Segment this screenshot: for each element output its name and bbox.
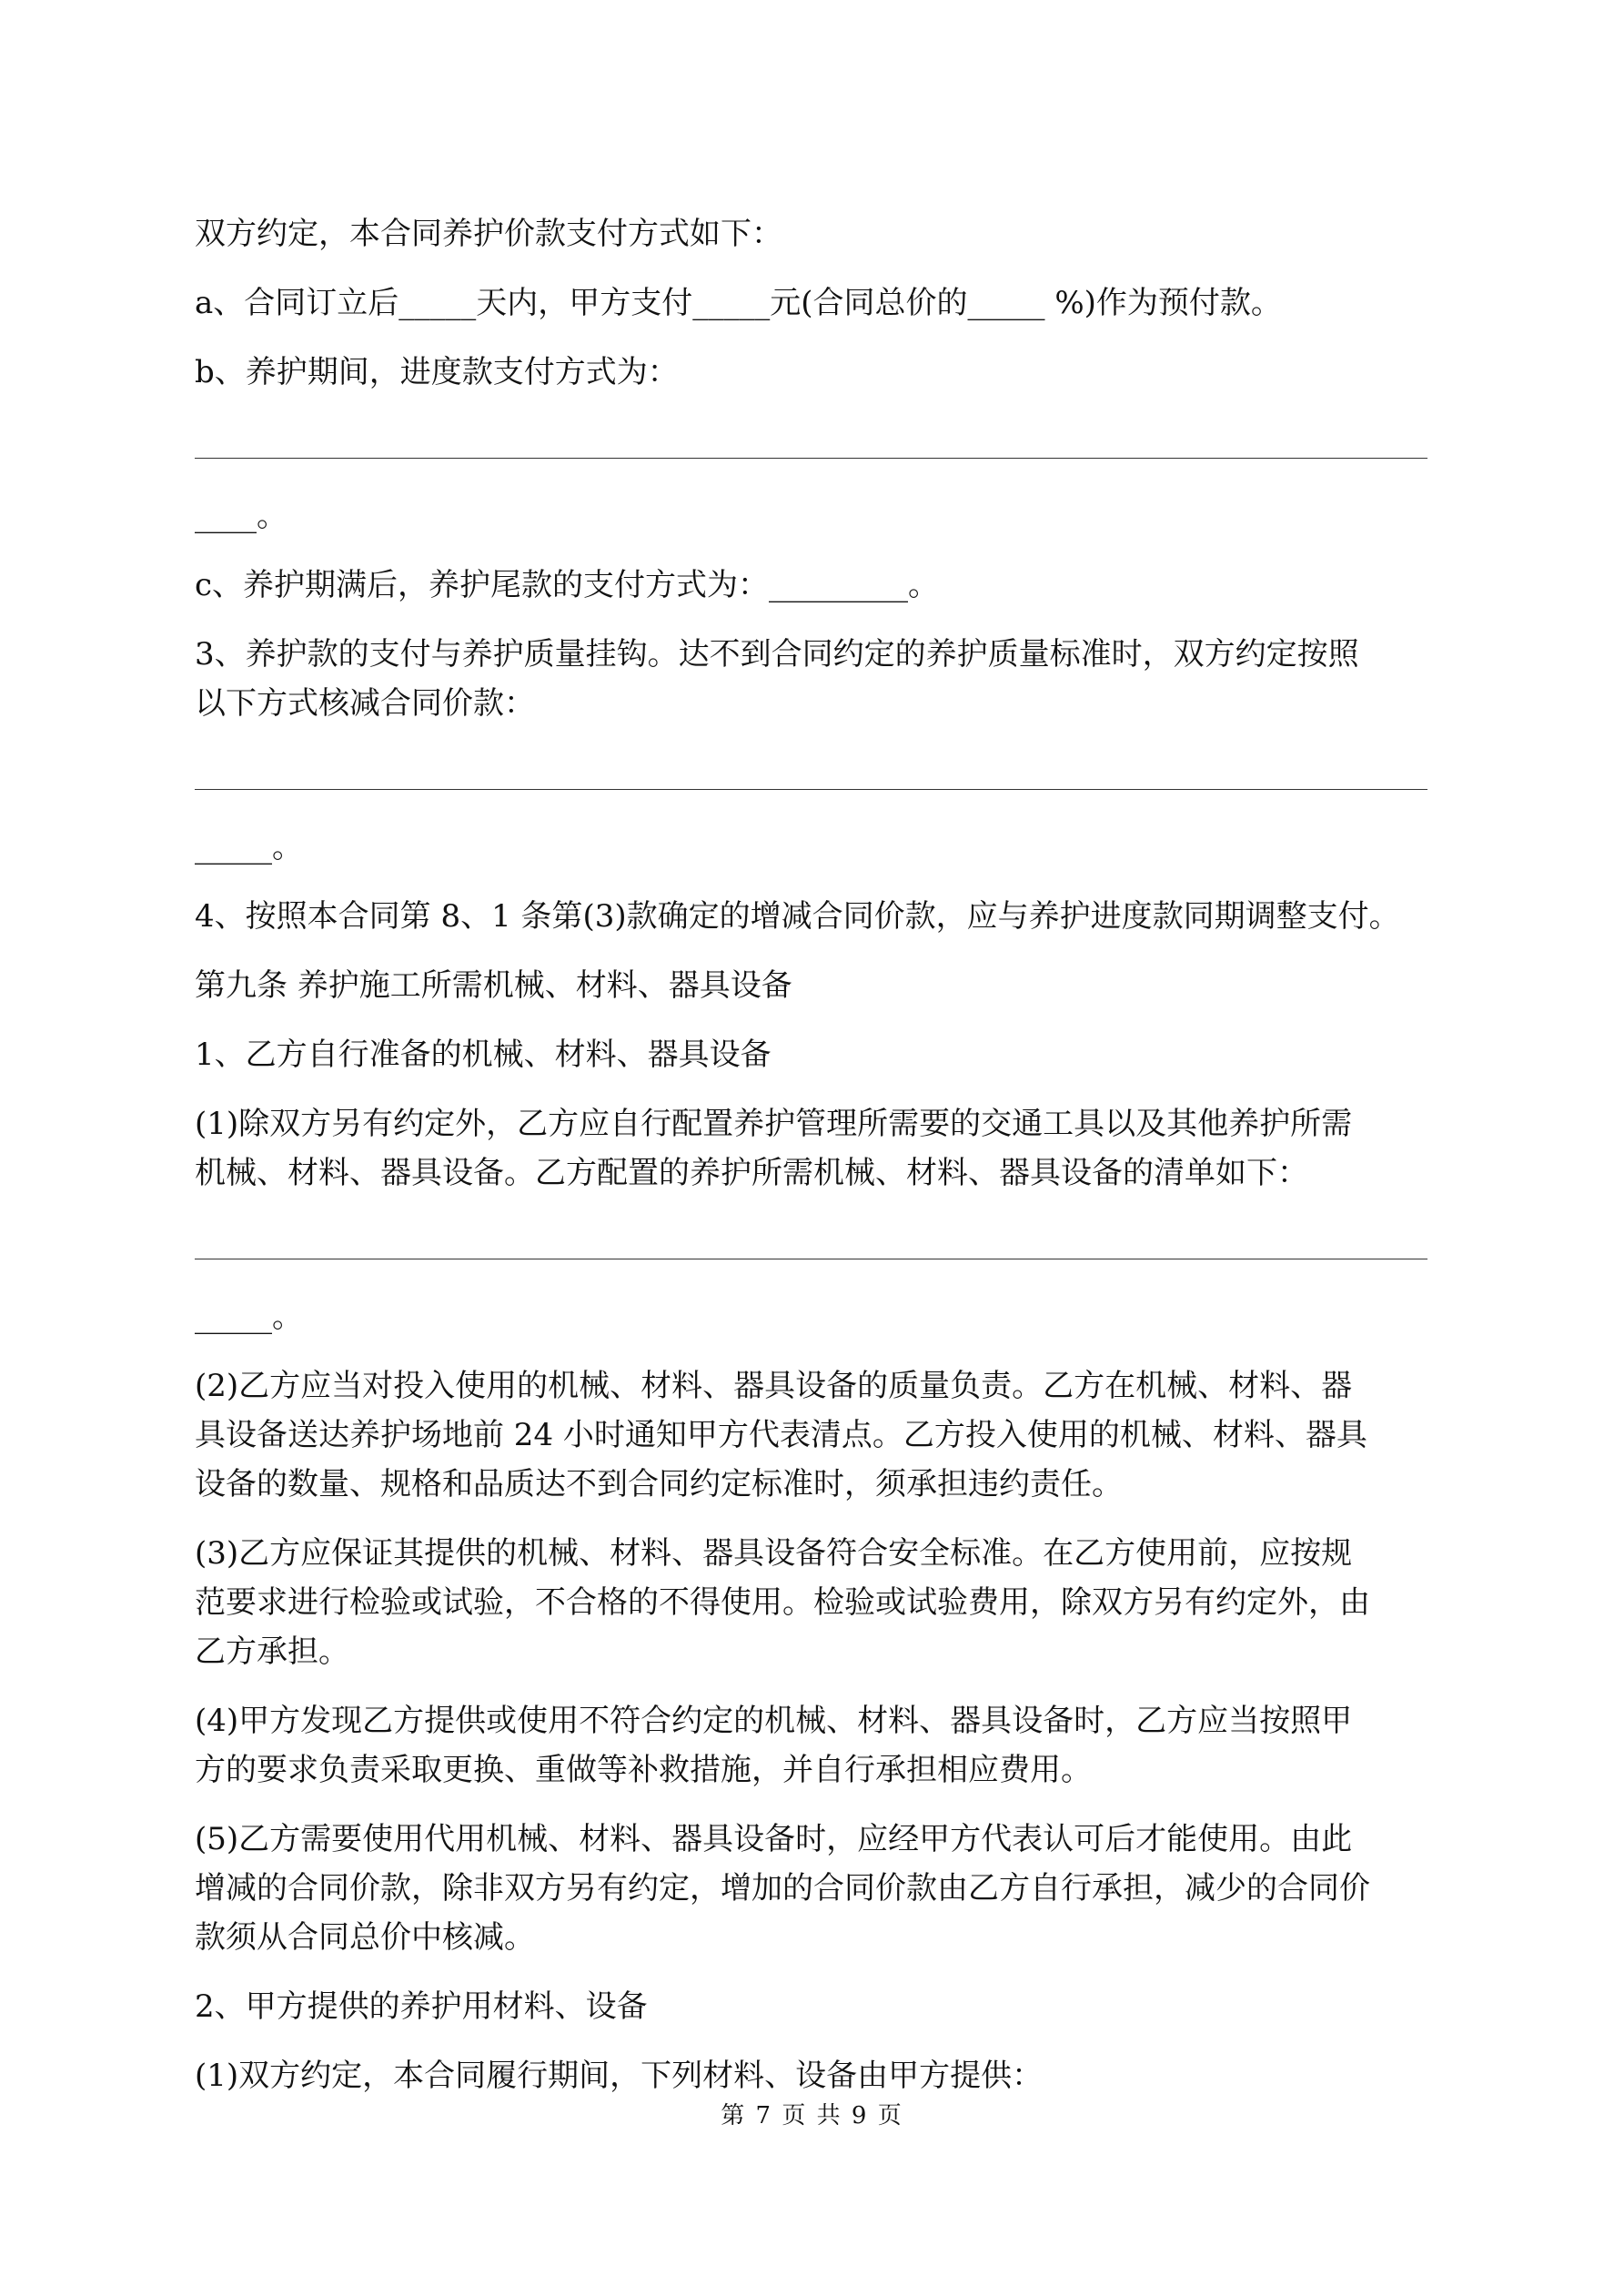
fill-in-blank-line — [195, 1218, 1432, 1272]
text-line: 4、按照本合同第 8、1 条第(3)款确定的增减合同价款，应与养护进度款同期调整支付。 — [195, 898, 1400, 935]
underline-rule — [195, 458, 1427, 459]
text-line: c、养护期满后，养护尾款的支付方式为：_________。 — [195, 567, 940, 603]
text-line: 机械、材料、器具设备。乙方配置的养护所需机械、材料、器具设备的清单如下： — [195, 1155, 1308, 1191]
text-line: 乙方承担。 — [195, 1633, 349, 1670]
page-number-footer: 第 7 页 共 9 页 — [721, 2102, 903, 2129]
text-line: 1、乙方自行准备的机械、材料、器具设备 — [195, 1037, 772, 1073]
document-body — [195, 209, 1432, 2120]
text-line: a、合同订立后_____天内，甲方支付_____元(合同总价的_____ %)作为预付款。 — [195, 285, 1282, 321]
text-line: 方的要求负责采取更换、重做等补救措施，并自行承担相应费用。 — [195, 1752, 1092, 1788]
paragraph — [195, 1529, 1432, 1676]
text-line: 双方约定，本合同养护价款支付方式如下： — [195, 216, 782, 252]
underline-rule — [195, 789, 1427, 790]
text-line: 2、甲方提供的养护用材料、设备 — [195, 1988, 648, 2025]
text-line: 以下方式核减合同价款： — [195, 685, 535, 722]
fill-in-blank-line — [195, 748, 1432, 803]
section-heading: 第九条 养护施工所需机械、材料、器具设备 — [195, 967, 792, 1004]
text-line: 具设备送达养护场地前 24 小时通知甲方代表清点。乙方投入使用的机械、材料、器具 — [195, 1417, 1367, 1453]
paragraph — [195, 630, 1432, 728]
text-line: 增减的合同价款，除非双方另有约定，增加的合同价款由乙方自行承担，减少的合同价 — [195, 1870, 1370, 1907]
text-line: ____。 — [195, 498, 287, 534]
text-line: (1)除双方另有约定外，乙方应自行配置养护管理所需要的交通工具以及其他养护所需 — [195, 1106, 1353, 1142]
text-line: 款须从合同总价中核减。 — [195, 1919, 535, 1956]
text-line: (1)双方约定，本合同履行期间，下列材料、设备由甲方提供： — [195, 2058, 1044, 2094]
paragraph — [195, 1696, 1432, 1795]
paragraph — [195, 1099, 1432, 1198]
text-line: (4)甲方发现乙方提供或使用不符合约定的机械、材料、器具设备时，乙方应当按照甲 — [195, 1703, 1353, 1739]
text-line: 3、养护款的支付与养护质量挂钩。达不到合同约定的养护质量标准时，双方约定按照 — [195, 636, 1359, 673]
text-line: 范要求进行检验或试验，不合格的不得使用。检验或试验费用，除双方另有约定外，由 — [195, 1584, 1370, 1621]
text-line: (2)乙方应当对投入使用的机械、材料、器具设备的质量负责。乙方在机械、材料、器 — [195, 1368, 1353, 1404]
paragraph — [195, 1361, 1432, 1509]
fill-in-blank-line — [195, 417, 1432, 471]
text-line: _____。 — [195, 1299, 303, 1335]
text-line: 设备的数量、规格和品质达不到合同约定标准时，须承担违约责任。 — [195, 1466, 1123, 1502]
paragraph — [195, 1815, 1432, 1962]
text-line: b、养护期间，进度款支付方式为： — [195, 354, 679, 390]
text-line: (5)乙方需要使用代用机械、材料、器具设备时，应经甲方代表认可后才能使用。由此 — [195, 1821, 1353, 1857]
text-line: (3)乙方应保证其提供的机械、材料、器具设备符合安全标准。在乙方使用前，应按规 — [195, 1535, 1353, 1572]
text-line: _____。 — [195, 829, 303, 865]
